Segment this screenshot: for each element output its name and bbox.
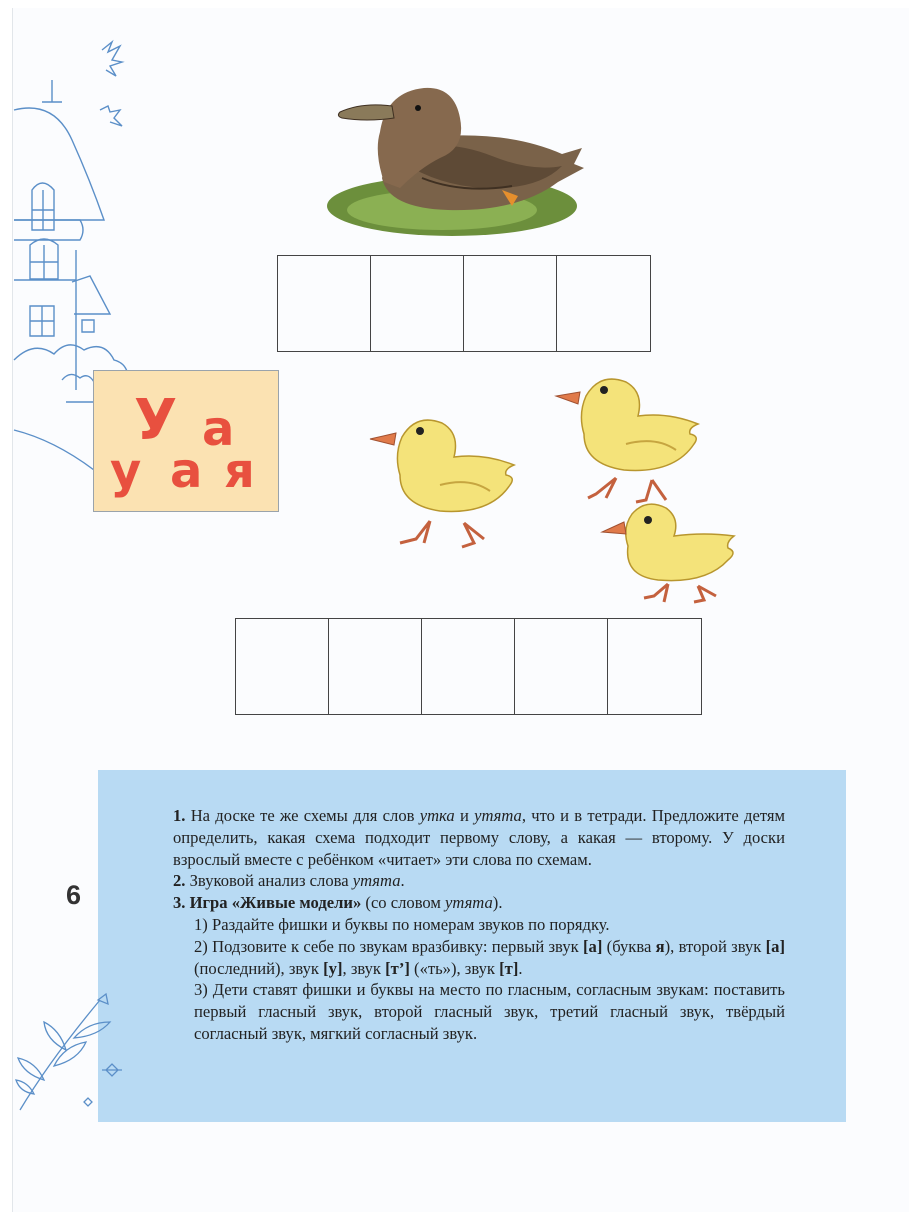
sound-cell [278, 256, 371, 351]
word-utyata: утята [352, 871, 401, 891]
duckling-illustration [360, 405, 530, 555]
letter-upper-a: а [202, 401, 235, 457]
instruction-item-3: 3. Игра «Живые модели» (со словом утята). [173, 893, 503, 913]
letter-lower-a: а [170, 443, 203, 499]
page-number: 6 [66, 880, 82, 910]
letter-upper-u: У [134, 388, 178, 453]
sound-cell [557, 256, 650, 351]
instruction-sub-1: 1) Раздайте фишки и буквы по номерам звуков по порядку. [194, 914, 610, 934]
word-utka: утка [419, 806, 455, 825]
sound-cell [464, 256, 557, 351]
word-utyata: утята [445, 893, 493, 913]
letters-card [93, 370, 279, 512]
duck-sound-scheme [277, 255, 651, 352]
instruction-item-2: 2. Звуковой анализ слова утята. [173, 871, 405, 891]
duckling-sound-scheme [235, 618, 702, 715]
letter-lower-u: у [110, 443, 142, 499]
instruction-sub-3: 3) Дети ставят фишки и буквы на место по гласным, согласным звукам: поставить первый гласный звук, второй гласный звук, третий гласный звук, твёрдый согласный звук, мягкий согласный звук. [194, 980, 785, 1043]
sound-cell [608, 619, 701, 714]
instruction-sub-2: 2) Подзовите к себе по звукам вразбивку: первый звук [а] (буква я), второй звук [а] (последний), звук [у], звук [т’] («ть»), звук [т]. [194, 936, 786, 978]
sound-cell [422, 619, 515, 714]
letter-lower-ya: я [224, 443, 255, 499]
item-number: 1. [173, 806, 186, 825]
duck-illustration [322, 78, 590, 243]
sound-cell [236, 619, 329, 714]
duckling-illustration [552, 370, 722, 510]
game-title: Игра «Живые модели» [189, 893, 362, 913]
instruction-item-1: 1. На доске те же схемы для слов утка и утята, что и в тетради. Предложите детям определить, какая схема подходит первому слову, а какая — второму. У доски взрослый вместе с ребёнком «читает» эти слова по схемам. [173, 806, 785, 869]
word-utyata: утята [474, 806, 522, 825]
item-number: 3. [173, 893, 186, 913]
item-number: 2. [173, 871, 186, 891]
duckling-illustration [598, 500, 758, 610]
sound-cell [329, 619, 422, 714]
plant-illustration [14, 990, 124, 1120]
sound-cell [371, 256, 464, 351]
sound-cell [515, 619, 608, 714]
instructions-text [173, 805, 785, 1045]
